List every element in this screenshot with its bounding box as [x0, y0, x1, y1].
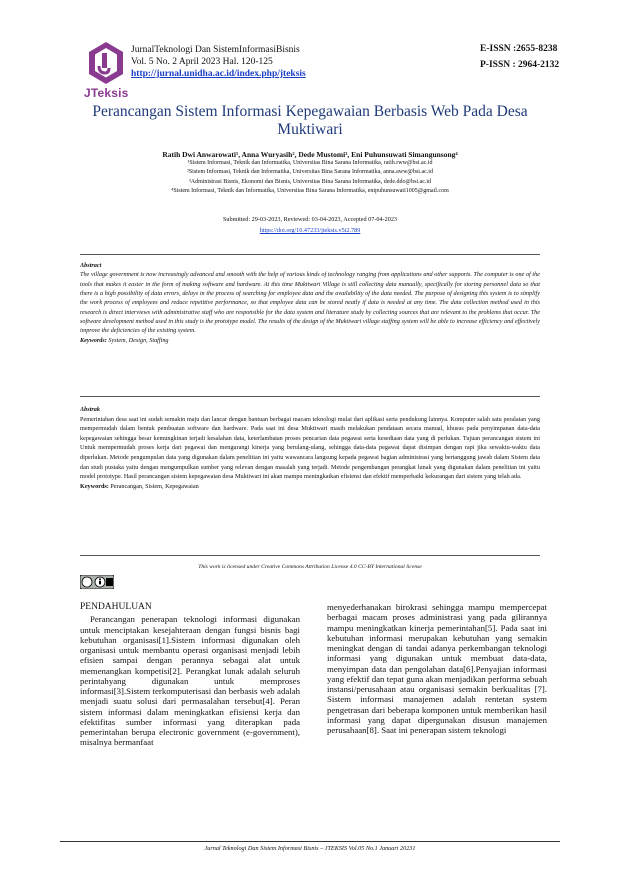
affiliation-4: ⁴Sistem Informasi, Teknik dan Informatika, Universitas Bina Sarana Informatika, enipuhunsuwati1005@gmail.com — [171, 187, 449, 194]
eissn: E-ISSN :2655-8238 — [480, 44, 558, 54]
submission-dates — [60, 214, 560, 236]
divider — [80, 396, 540, 397]
abstract-heading: Abstract — [80, 262, 102, 269]
doi-link[interactable]: https://doi.org/10.47233/jteksis.v5i2.789 — [259, 227, 361, 234]
affiliations — [60, 159, 560, 196]
pissn: P-ISSN : 2964-2132 — [480, 60, 560, 70]
affiliation-2: ²Sistem Informasi, Teknik dan Informatika, Universitas Bina Sarana Informatika, anna.aww@bsi.ac.id — [187, 169, 433, 176]
journal-info — [131, 44, 306, 80]
issn-block — [480, 41, 559, 73]
keywords-label: Keywords: — [80, 482, 109, 490]
license-text: This work is licensed under Creative Commons Attribution License 4.0 CC-BY International license — [198, 564, 422, 570]
abstract-body: The village government is now increasingly advanced and smooth with the help of various kinds of technology ranging from applications and other supports. The computer is one of the tools that makes it easier in the form of making software and hardware. At this time Muktiwari Village is still collecting data manually, specifically for storing personnel data so that there is a high possibility of data errors, delays in the process of searching for employee data and the availability of the data needed. The purpose of designing this system is to simplify the work process of employees and reduce repetitive performance, so that employee data can be stored neatly if data is needed at any time. The data collection method used in this research is direct interviews with administrative staff who are responsible for the data system and literature study by collecting sources that are relevant to the problems that occur. The software development method used in this study is the prototype model. The results of the design of the Muktiwari village staffing system will be able to increase efficiency and effectively improve the deficiencies of the existing system. — [80, 271, 540, 335]
jteksis-logo-icon — [86, 40, 126, 88]
article-title: Perancangan Sistem Informasi Kepegawaian Berbasis Web Pada Desa Muktiwari — [92, 103, 528, 138]
body-right-column — [327, 602, 547, 735]
abstract-keywords — [80, 336, 540, 345]
cc-by-badge-icon[interactable] — [80, 575, 114, 589]
affiliation-3: ³Administrasi Bisnis, Ekonomi dan Bisnis, Universitas Bina Sarana Informatika, dede.ddo@bsi.ac.id — [188, 178, 432, 185]
paragraph: menyederhanakan birokrasi sehingga mampu mempercepat berbagai macam proses administrasi yang pada gilirannya mampu meningkatkan kinerja pemerintahan[5]. Pada saat ini kebutuhan informasi merupakan kebutuhan yang semakin meningkat dengan di tandai adanya perkembangan teknologi informasi yang digunakan untuk membuat data-data, menyimpan data dan pengolahan data[6].Penyajian informasi yang efektif dan tepat guna akan menjadikan performa sebuah instansi/perusahaan atau organisasi semakin berkualitas [7]. Sistem informasi manajemen adalah rentetan system pengetrasan dari beberapa komponen untuk memberikan hasil informasi yang dapat dipergunakan disusun manajemen perusahaan[8]. Saat ini penerapan sistem teknologi — [327, 602, 547, 735]
divider — [80, 254, 540, 255]
journal-name: JurnalTeknologi Dan SistemInformasiBisnis — [131, 45, 300, 55]
journal-url-link[interactable]: http://jurnal.unidha.ac.id/index.php/jteksis — [131, 69, 306, 79]
journal-volume: Vol. 5 No. 2 April 2023 Hal. 120-125 — [131, 57, 273, 67]
keywords-value: System, Design, Staffing — [108, 336, 169, 344]
footer-divider — [60, 841, 560, 842]
abstract-indonesian — [80, 405, 540, 491]
affiliation-1: ¹Sistem Informasi, Teknik dan Informatika, Universitas Bina Sarana Informatika, ratih.rww@bsi.ac.id — [187, 160, 433, 166]
keywords-label: Keywords: — [80, 336, 107, 344]
abstrak-heading: Abstrak — [80, 406, 100, 413]
divider — [80, 555, 540, 556]
body-left-column — [80, 602, 300, 748]
abstract-english — [80, 261, 540, 345]
abstrak-body: Pemerintahan desa saat ini sudah semakin maju dan lancar dengan bantuan berbagai macam teknologi mulai dari aplikasi serta pendukung lainnya. Komputer salah satu peralatan yang mempermudah dalam bentuk pembuatan software dan hardware. Pada saat ini desa Muktiwari masih melakukan pendataan secara manual, khusus pada penyimpanan data-data kepegawaian sehingga besar kemungkinan terjadi kesalahan data, keterlambatan proses pencarian data pegawai serta kesediaan data yang di perlukan. Tujuan perancangan sistem ini Untuk mempermudah proses kerja dari pegawai dan mengurangi kinerja yang berulang-ulang, sehingga data-data pegawai dapat disimpan dengan rapi jika sewaktu-waktu data diperlukan. Metode pengumpulan data yang digunakan dalam penelitian ini yaitu wawancara langsung kepada pegawai bagian administrasi yang bertanggung jawab dalam Sistem data dan studi pustaka yaitu dengan mengumpulkan sumber yang relevan dengan masalah yang terjadi. Metode pengembangan perangkat lunak yang digunakan dalam penelitian ini yaitu model prototype. Hasil perancangan sistem kepegawaian desa Muktiwari ini akan mampu meningkatkan efisiensi dan efektif memperbaiki kekurangan dari sistem yang telah ada. — [80, 415, 540, 481]
dates-line: Submitted: 29-03-2023, Reviewed: 03-04-2023, Accepted 07-04-2023 — [222, 216, 398, 223]
logo-text: JTeksis — [84, 86, 129, 100]
paragraph: Perancangan penerapan teknologi informasi digunakan untuk menciptakan kesejahteraan dengan fungsi bisnis bagi kebutuhan organisasi[1].Sistem informasi digunakan oleh organisasi untuk membantu operasi organisasi menjadi lebih efisien sampai dengan perannya sebagai alat untuk memenangkan kompetisi[2]. Perangkat lunak adalah seluruh perintahyang digunakan untuk memproses informasi[3].Sistem terkomputerisasi dan berbasis web adalah menjadi suatu solusi dari permasalahan tersebut[4]. Peran sistem informasi dalam meningkatkan efisiensi kerja dan efektifitas sumber informasi yang diterapkan pada pemerintahan berupa electronic government (e-government), misalnya bermanfaat — [80, 614, 300, 748]
section-title: PENDAHULUAN — [80, 602, 152, 612]
keywords-value: Perancangan, Sistem, Kepegawaian — [110, 482, 199, 490]
page-footer: Jurnal Teknologi Dan Sistem Informasi Bisnis – JTEKSIS Vol.05 No.1 Januari 20231 — [204, 845, 416, 852]
abstrak-keywords — [80, 482, 540, 492]
article-authors: Ratih Dwi Anwarowati¹, Anna Wuryasih², Dede Mustomi³, Eni Puhunsuwati Simangunsong⁴ — [162, 150, 458, 159]
